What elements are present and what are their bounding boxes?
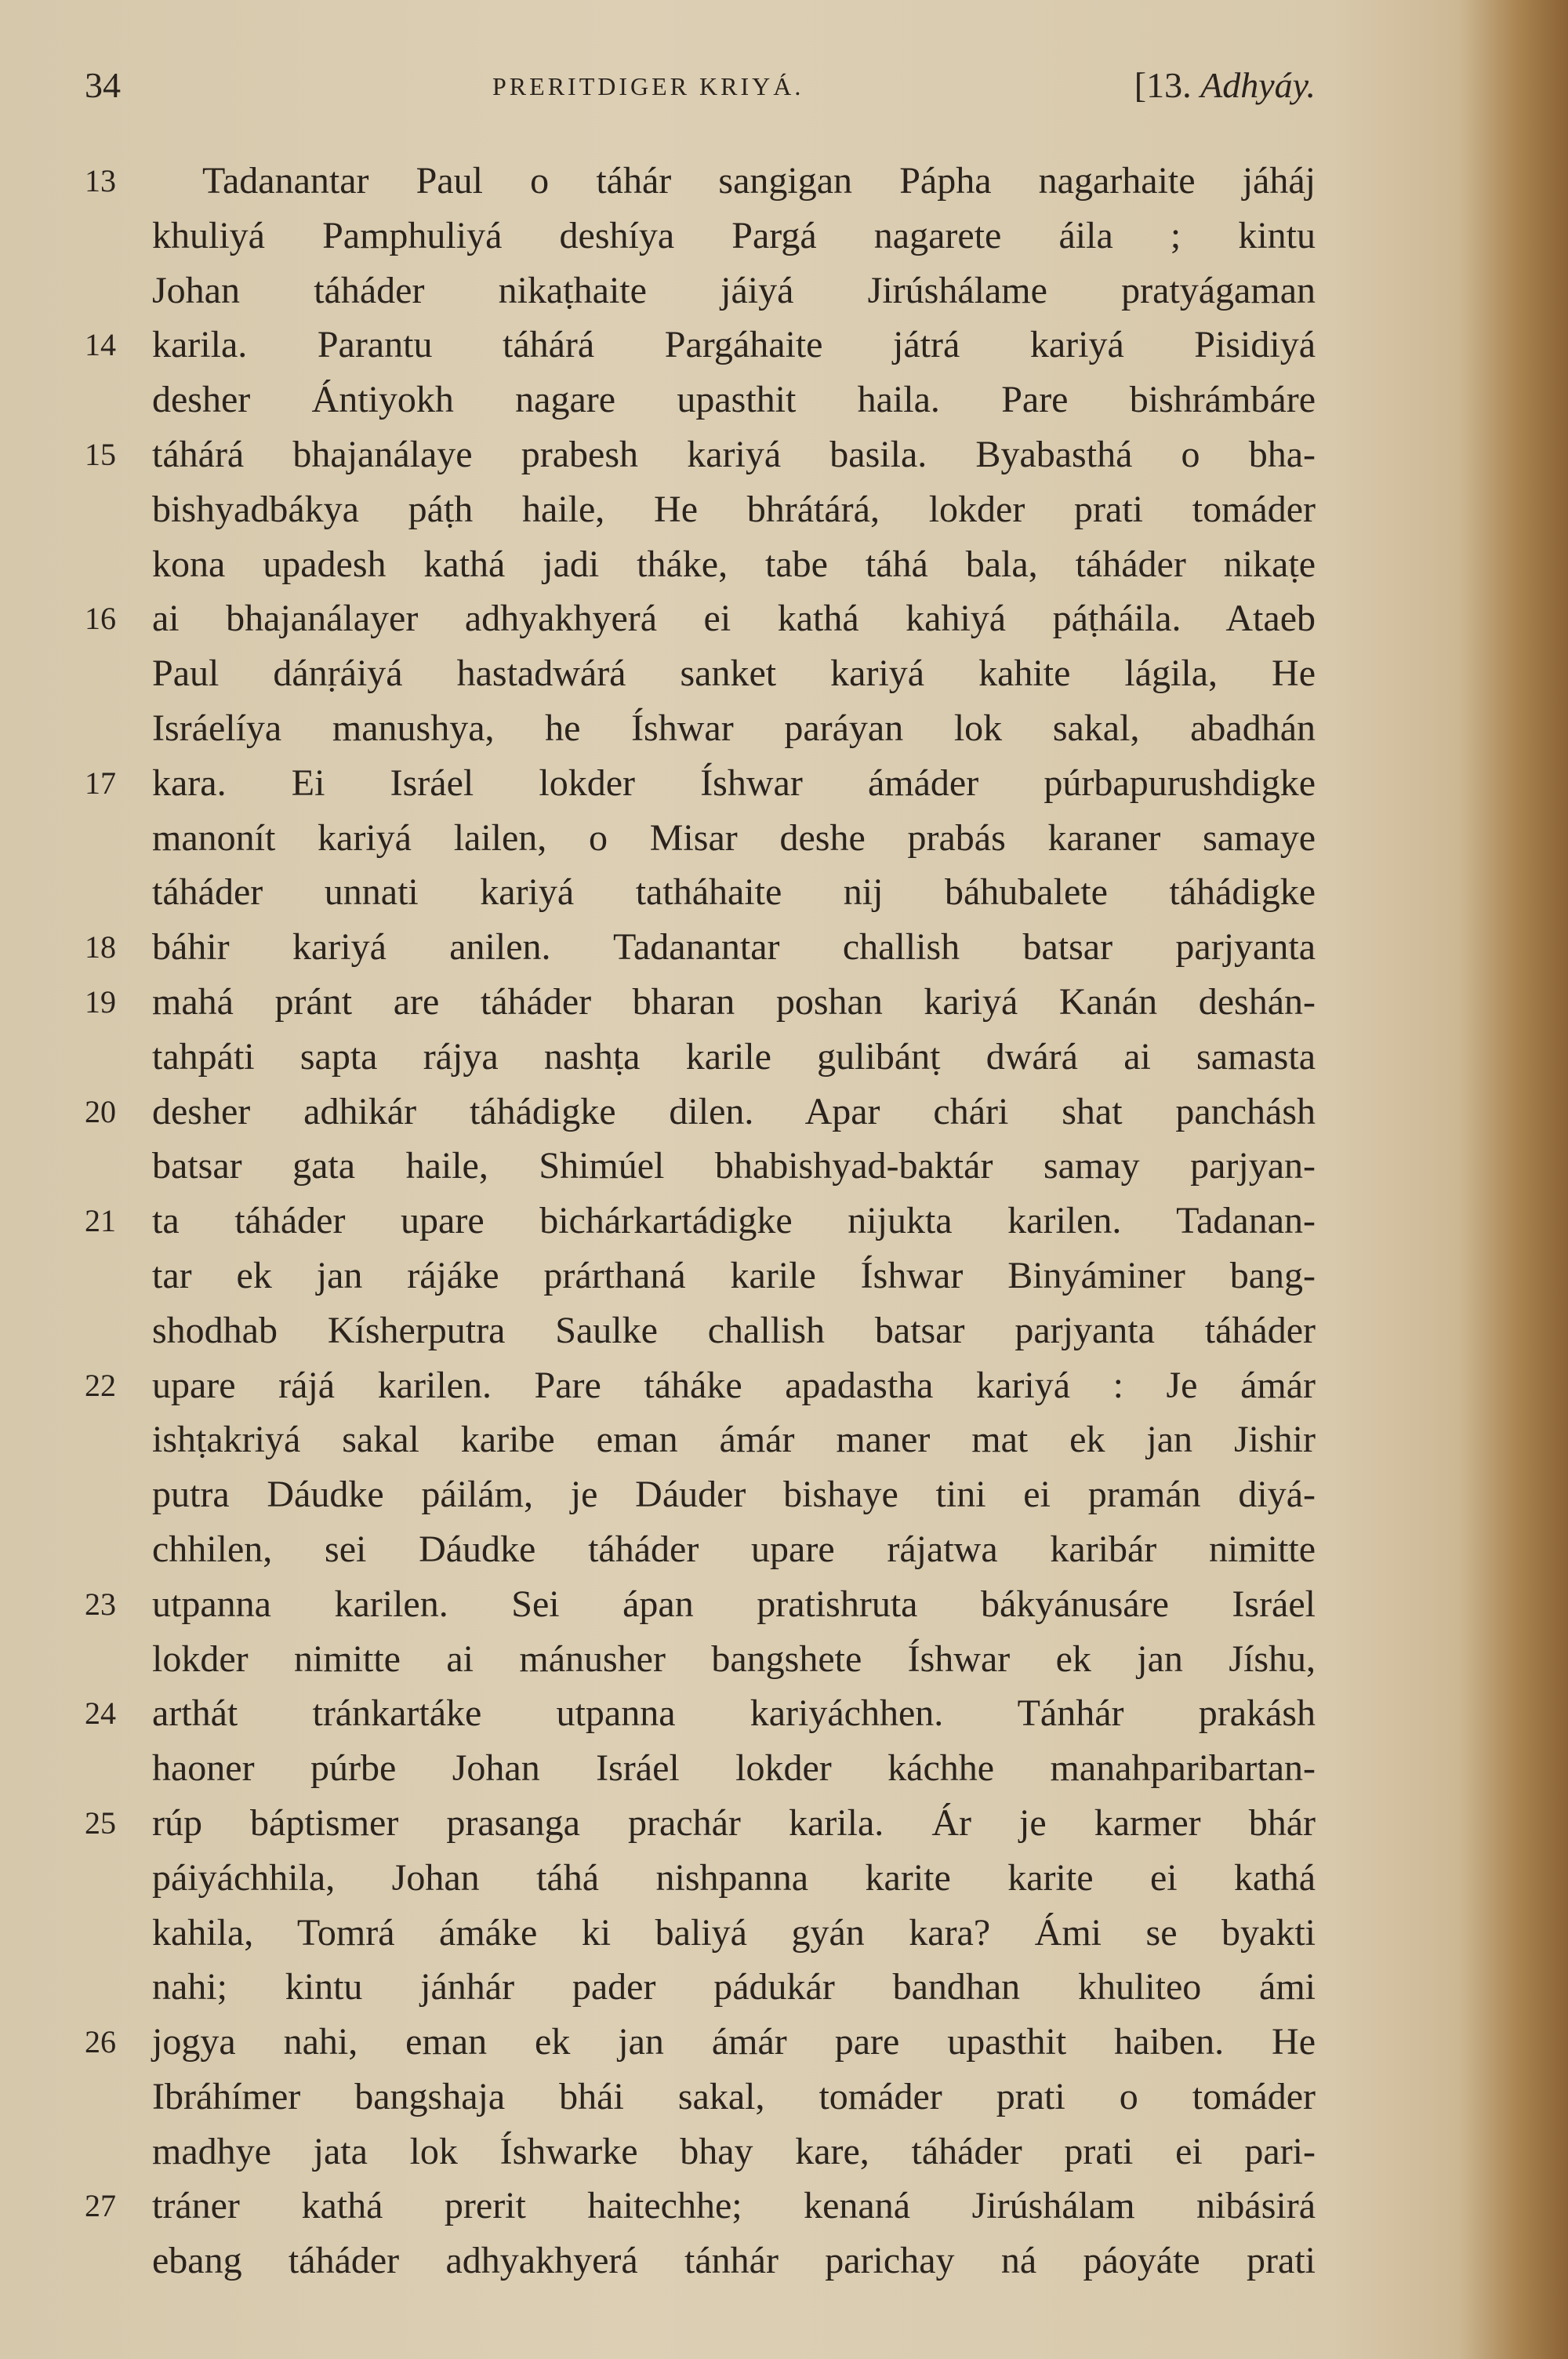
text-line (85, 1577, 1316, 1632)
line-text: shodhab Kísherputra Saulke challish batsar parjyanta táháder (152, 1309, 1316, 1351)
line-text: ta táháder upare bichárkartádigke nijukta karilen. Tadanan- (152, 1200, 1316, 1242)
text-line (85, 1358, 1316, 1413)
text-line (85, 1194, 1316, 1249)
line-text: nahi; kintu jánhár pader pádukár bandhan khuliteo ámi (152, 1966, 1316, 2008)
verse-number: 19 (85, 983, 116, 1020)
text-line (85, 1249, 1316, 1303)
text-line (85, 209, 1316, 264)
text-line (85, 1686, 1316, 1741)
text-line (85, 264, 1316, 318)
verse-number: 24 (85, 1696, 116, 1732)
text-line (85, 1467, 1316, 1522)
chapter-label (1134, 64, 1316, 106)
text-line (85, 1085, 1316, 1140)
text-line (85, 865, 1316, 920)
line-text: utpanna karilen. Sei ápan pratishruta bákyánusáre Isráel (152, 1583, 1316, 1625)
verse-number: 20 (85, 1093, 116, 1129)
text-line (85, 591, 1316, 646)
verse-number: 16 (85, 601, 116, 637)
line-text: Ibráhímer bangshaja bhái sakal, tomáder prati o tomáder (152, 2075, 1316, 2117)
line-text: desher Ántiyokh nagare upasthit haila. Pare bishrámbáre (152, 379, 1316, 421)
line-text: haoner púrbe Johan Isráel lokder káchhe manahparibartan- (152, 1747, 1316, 1790)
text-line (85, 1632, 1316, 1687)
line-text: báhir kariyá anilen. Tadanantar challish batsar parjyanta (152, 926, 1316, 969)
line-text: desher adhikár táhádigke dilen. Apar chári shat panchásh (152, 1090, 1316, 1132)
line-text: kara. Ei Isráel lokder Íshwar ámáder púrbapurushdigke (152, 761, 1316, 804)
text-line (85, 537, 1316, 592)
text-line (85, 482, 1316, 537)
text-line (85, 154, 1316, 209)
text-line (85, 975, 1316, 1030)
text-line (85, 2070, 1316, 2125)
page-number: 34 (85, 65, 121, 105)
line-text: Paul dánṛáiyá hastadwárá sanket kariyá kahite lágila, He (152, 652, 1316, 695)
verse-number: 27 (85, 2188, 116, 2224)
text-line (85, 318, 1316, 373)
line-text: ishṭakriyá sakal karibe eman ámár maner mat ek jan Jishir (152, 1419, 1316, 1461)
text-line (85, 2179, 1316, 2234)
line-text: ebang táháder adhyakhyerá tánhár parichay ná páoyáte prati (152, 2240, 1316, 2282)
line-text: ai bhajanálayer adhyakhyerá ei kathá kahiyá páṭháila. Ataeb (152, 598, 1316, 640)
line-text: kona upadesh kathá jadi tháke, tabe táhá bala, táháder nikaṭe (152, 543, 1316, 585)
line-text: arthát tránkartáke utpanna kariyáchhen. Tánhár prakásh (152, 1692, 1316, 1735)
text-line (85, 2234, 1316, 2288)
text-line (85, 1030, 1316, 1085)
verse-number: 17 (85, 765, 116, 801)
verse-number: 13 (85, 163, 116, 198)
text-line (85, 1960, 1316, 2015)
text-line (85, 1139, 1316, 1194)
page-body-text (85, 154, 1316, 2288)
text-line (85, 811, 1316, 866)
verse-number: 26 (85, 2024, 116, 2060)
verse-number: 18 (85, 929, 116, 965)
line-text: batsar gata haile, Shimúel bhabishyad-baktár samay parjyan- (152, 1145, 1316, 1187)
line-text: madhye jata lok Íshwarke bhay kare, táháder prati ei pari- (152, 2130, 1316, 2172)
line-text: tar ek jan rájáke prárthaná karile Íshwar Binyáminer bang- (152, 1254, 1316, 1296)
line-text: Isráelíya manushya, he Íshwar paráyan lok sakal, abadhán (152, 707, 1316, 749)
line-text: tahpáti sapta rájya nashṭa karile gulibánṭ dwárá ai samasta (152, 1035, 1316, 1078)
verse-number: 14 (85, 327, 116, 363)
line-text: táháder unnati kariyá tatháhaite nij báhubalete táhádigke (152, 871, 1316, 914)
text-line (85, 646, 1316, 701)
line-text: Tadanantar Paul o táhár sangigan Pápha nagarhaite jáháj (202, 160, 1316, 202)
line-text: chhilen, sei Dáudke táháder upare rájatwa karibár nimitte (152, 1528, 1316, 1570)
text-line (85, 1851, 1316, 1906)
line-text: bishyadbákya páṭh haile, He bhrátárá, lokder prati tomáder (152, 488, 1316, 530)
verse-number: 22 (85, 1367, 116, 1403)
line-text: tráner kathá prerit haitechhe; kenaná Jirúshálam nibásirá (152, 2185, 1316, 2227)
line-text: rúp báptismer prasanga prachár karila. Ár je karmer bhár (152, 1801, 1316, 1844)
text-line (85, 1303, 1316, 1358)
chapter-word: Adhyáy. (1200, 65, 1316, 105)
page-header (85, 64, 1316, 119)
line-text: jogya nahi, eman ek jan ámár pare upasthit haiben. He (152, 2021, 1316, 2063)
line-text: lokder nimitte ai mánusher bangshete Íshwar ek jan Jíshu, (152, 1637, 1316, 1680)
text-line (85, 373, 1316, 427)
verse-number: 23 (85, 1586, 116, 1622)
text-line (85, 2125, 1316, 2179)
verse-number: 25 (85, 1805, 116, 1841)
line-text: upare rájá karilen. Pare táháke apadastha kariyá : Je ámár (152, 1364, 1316, 1406)
text-line (85, 2015, 1316, 2070)
running-head: PRERITDIGER KRIYÁ. (492, 72, 804, 100)
line-text: kahila, Tomrá ámáke ki baliyá gyán kara? Ámi se byakti (152, 1911, 1316, 1954)
line-text: mahá pránt are táháder bharan poshan kariyá Kanán deshán- (152, 980, 1316, 1023)
verse-number: 21 (85, 1203, 116, 1239)
line-text: karila. Parantu táhárá Pargáhaite játrá kariyá Pisidiyá (152, 324, 1316, 366)
text-line (85, 1741, 1316, 1796)
text-line (85, 1412, 1316, 1467)
text-line (85, 1906, 1316, 1961)
line-text: khuliyá Pamphuliyá deshíya Pargá nagarete áila ; kintu (152, 214, 1316, 256)
text-line (85, 1796, 1316, 1851)
line-text: páiyáchhila, Johan táhá nishpanna karite karite ei kathá (152, 1856, 1316, 1899)
line-text: táhárá bhajanálaye prabesh kariyá basila. Byabasthá o bha- (152, 433, 1316, 475)
chapter-bracket: [13. (1134, 65, 1192, 105)
verse-number: 15 (85, 436, 116, 472)
text-line (85, 427, 1316, 482)
text-line (85, 701, 1316, 756)
text-line (85, 1522, 1316, 1577)
line-text: manonít kariyá lailen, o Misar deshe prabás karaner samaye (152, 816, 1316, 859)
text-line (85, 920, 1316, 975)
text-line (85, 756, 1316, 811)
line-text: putra Dáudke páilám, je Dáuder bishaye tini ei pramán diyá- (152, 1474, 1316, 1516)
line-text: Johan táháder nikaṭhaite jáiyá Jirúshálame pratyágaman (152, 269, 1316, 311)
